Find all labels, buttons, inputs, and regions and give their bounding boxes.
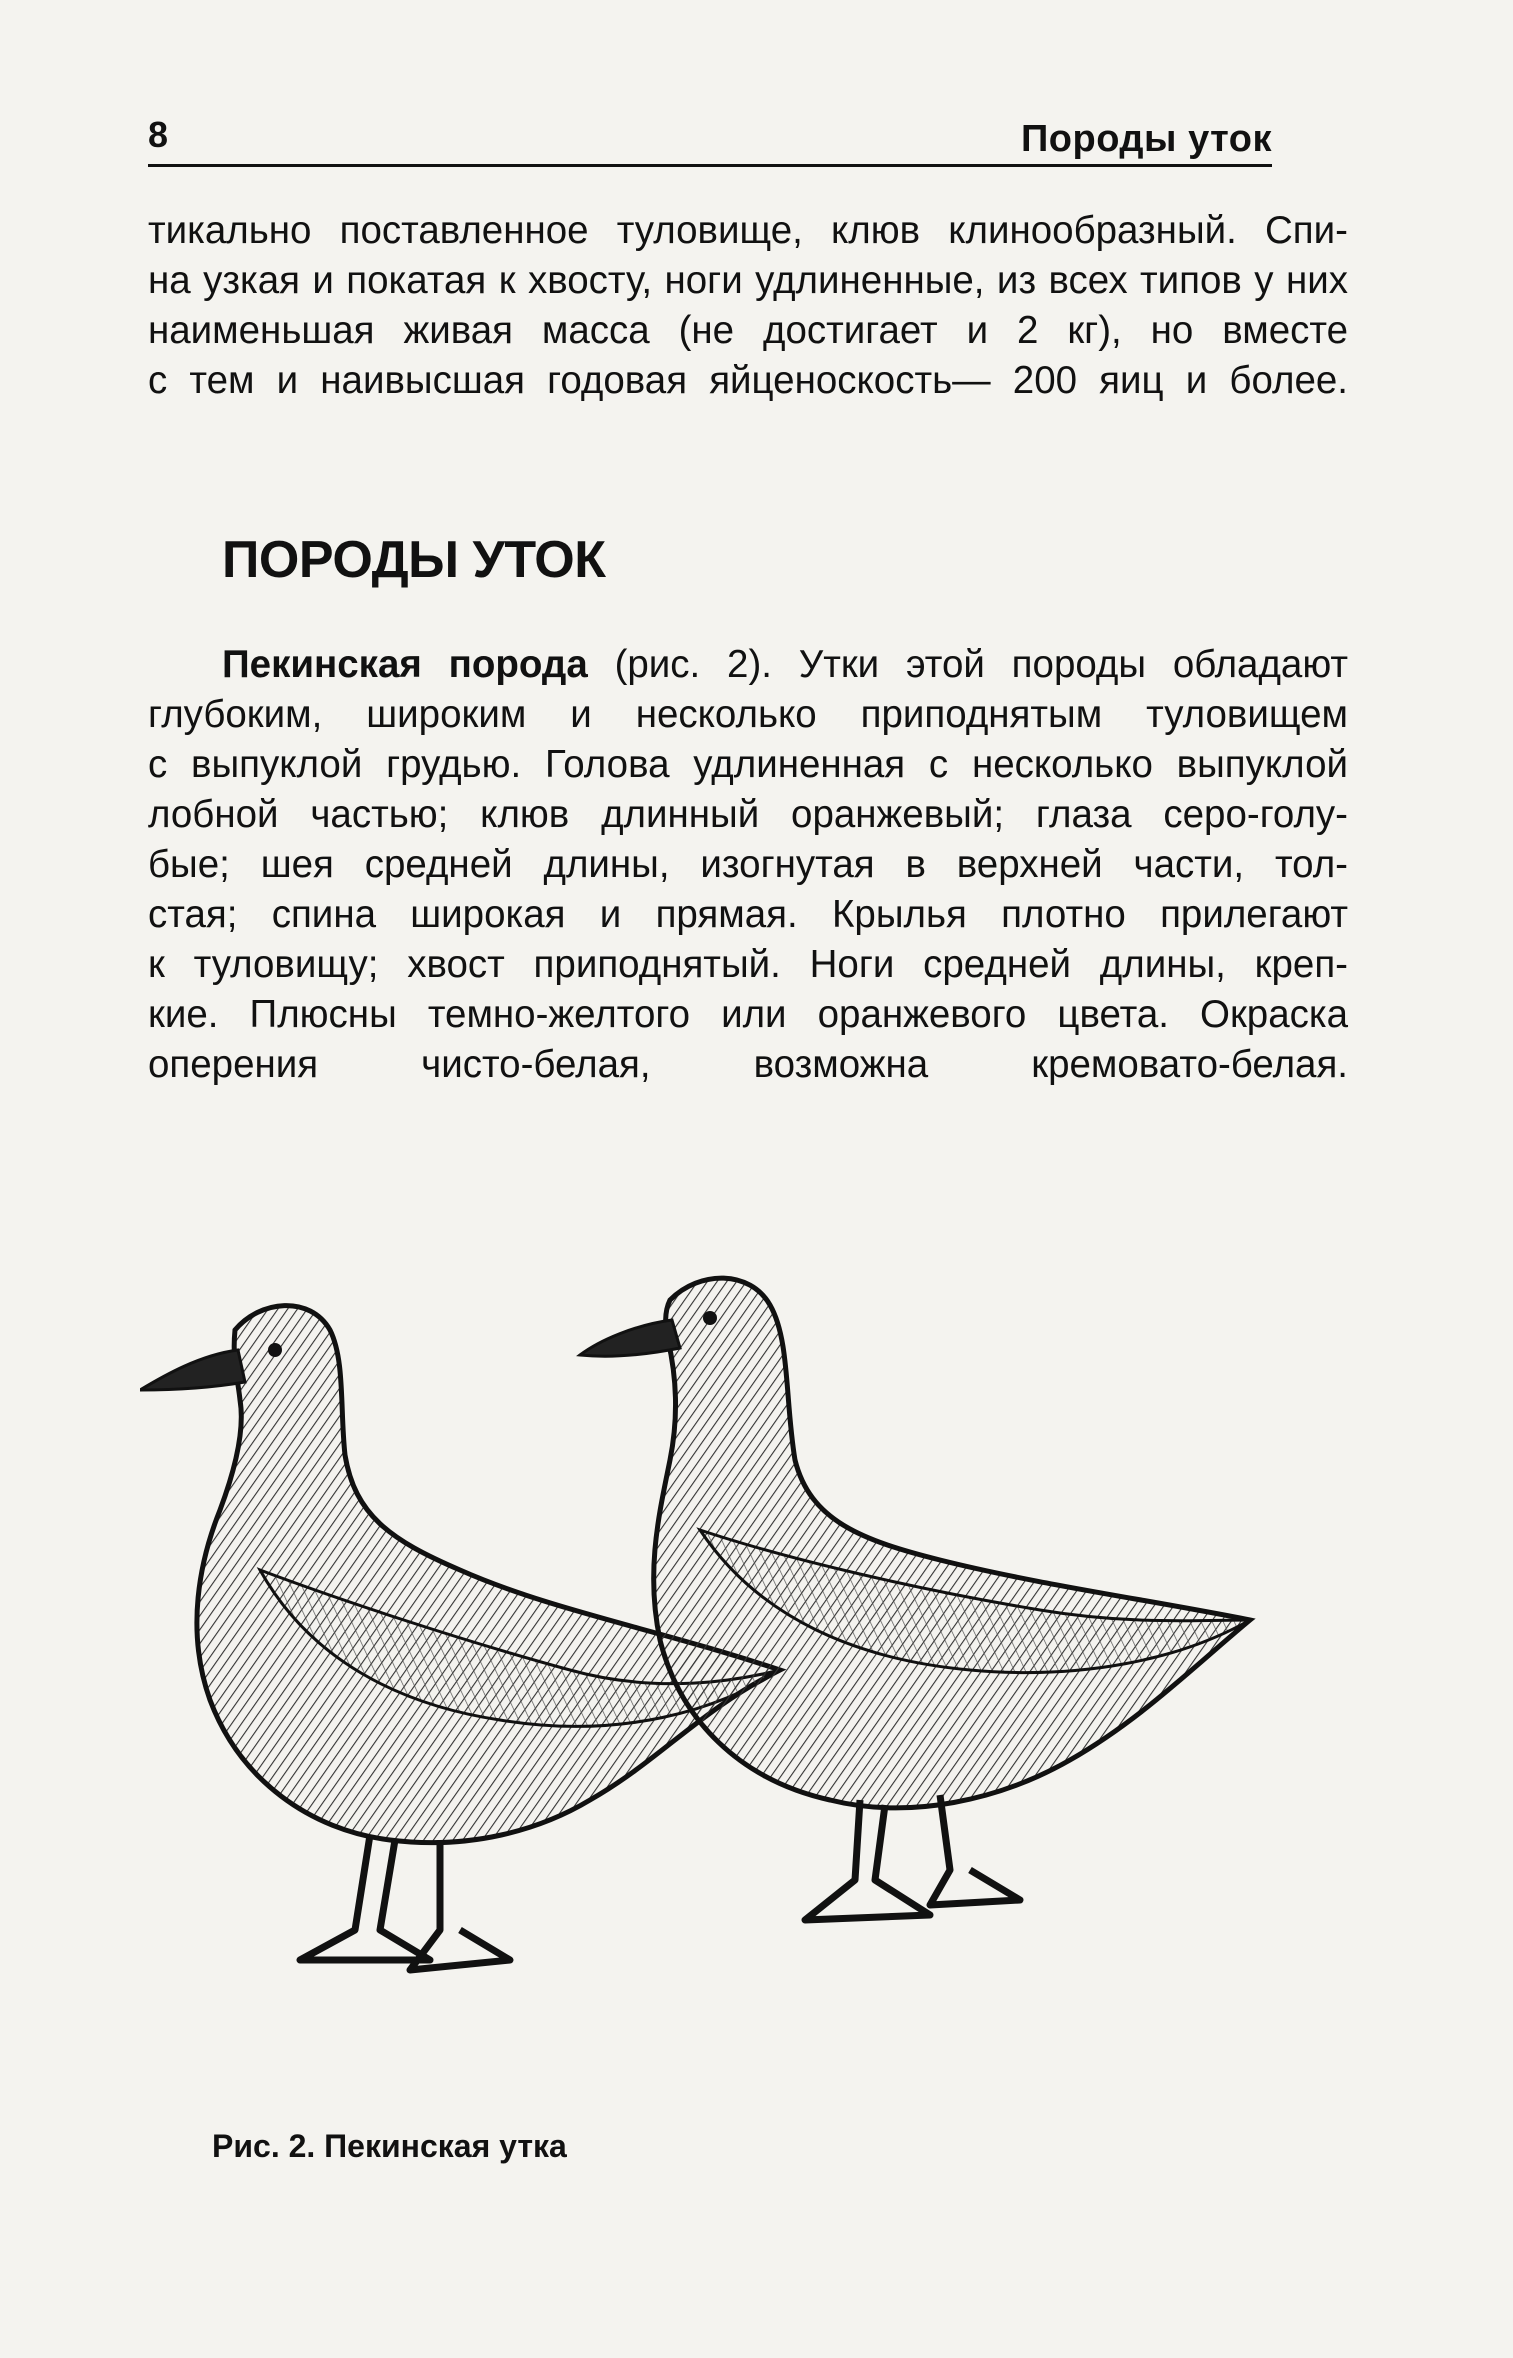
running-title: Породы уток bbox=[1020, 118, 1272, 160]
running-head bbox=[148, 112, 1272, 167]
duck-left-leg bbox=[300, 1835, 510, 1970]
figure-caption: Рис. 2. Пекинская утка bbox=[212, 2128, 567, 2164]
breed-intro-text: (рис. 2). Утки этой породы обладают bbox=[587, 643, 1348, 686]
duck-left-beak bbox=[140, 1350, 245, 1390]
text-line: на узкая и покатая к хвосту, ноги удлиненные, из всех типов у них bbox=[148, 259, 1348, 302]
duck-illustration bbox=[140, 1240, 1340, 2080]
text-line: бые; шея средней длины, изогнутая в верхней части, тол- bbox=[148, 843, 1348, 886]
breed-name: Пекинская порода bbox=[222, 643, 588, 686]
text-line: наименьшая живая масса (не достигает и 2 кг), но вместе bbox=[148, 309, 1348, 352]
text-line: стая; спина широкая и прямая. Крылья плотно прилегают bbox=[148, 893, 1348, 936]
text-line: к туловищу; хвост приподнятый. Ноги средней длины, креп- bbox=[148, 943, 1348, 986]
duck-right bbox=[580, 1278, 1250, 1920]
text-line bbox=[148, 640, 1348, 690]
duck-right-leg bbox=[805, 1795, 1020, 1920]
page-number: 8 bbox=[148, 114, 169, 155]
text-line: тикально поставленное туловище, клюв клинообразный. Спи- bbox=[148, 209, 1348, 252]
figure-pekin-ducks bbox=[140, 1240, 1340, 2080]
text-line: лобной частью; клюв длинный оранжевый; глаза серо-голу- bbox=[148, 793, 1348, 836]
text-line: с тем и наивысшая годовая яйценоскость— 200 яиц и более. bbox=[148, 359, 1348, 402]
breed-paragraph bbox=[148, 640, 1348, 1090]
text-line: оперения чисто-белая, возможна кремовато-белая. bbox=[148, 1043, 1348, 1086]
text-line: с выпуклой грудью. Голова удлиненная с несколько выпуклой bbox=[148, 743, 1348, 786]
duck-right-eye bbox=[703, 1311, 717, 1325]
continued-paragraph bbox=[148, 206, 1348, 406]
duck-left-eye bbox=[268, 1343, 282, 1357]
section-heading: ПОРОДЫ УТОК bbox=[222, 531, 606, 589]
duck-right-beak bbox=[580, 1320, 680, 1356]
text-line: кие. Плюсны темно-желтого или оранжевого цвета. Окраска bbox=[148, 993, 1348, 1036]
text-line: глубоким, широким и несколько приподнятым туловищем bbox=[148, 693, 1348, 736]
